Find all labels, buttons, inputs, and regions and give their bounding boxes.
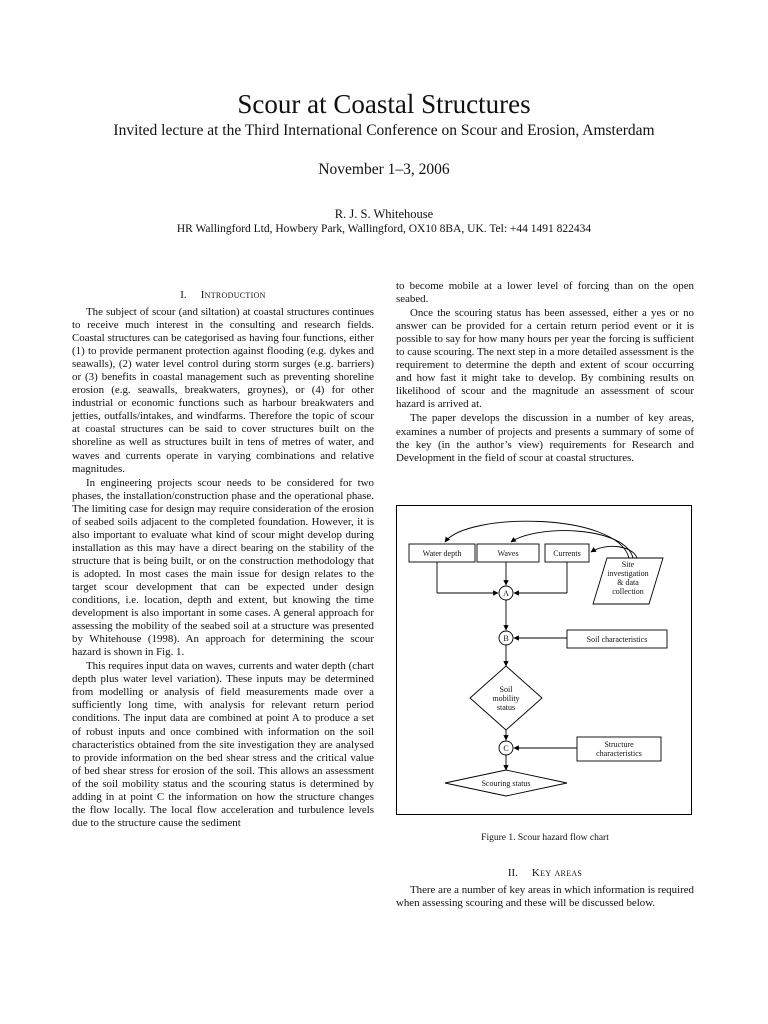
node-c-label: C — [503, 744, 509, 753]
conference-date: November 1–3, 2006 — [318, 161, 450, 178]
node-b-label: B — [503, 634, 509, 643]
soil-mobility-line: mobility — [492, 694, 520, 703]
paragraph: This requires input data on waves, currents and water depth (chart depth plus water level variation). These inputs may be determined from modelling or analysis of field measurements made over a sufficiently long time, with analysis for relevant return period conditions. The input data are combined at point A to produce a set of robust inputs and once combined with information on the soil characteristics obtained from the site investigation they are analysed to provide information on the bed shear stress and the critical value of bed shear stress for erosion of the soil. This allows an assessment of the soil mobility status and the scouring status is determined by adding in at point C the information on how the structure changes the flow locally. The local flow acceleration and turbulence levels due to the structure cause the sediment — [72, 660, 374, 829]
section-title-rest: ey areas — [540, 867, 583, 879]
paragraph: The subject of scour (and siltation) at coastal structures continues to receive much interest in the consulting and research fields. Coastal structures can be categorised as having four functions, either (1) to provide permanent protection against flooding (e.g. dykes and seawalls), (2) water level control during storm surges (e.g. barriers) or (3) benefits in coastal management such as preventing shoreline erosion (e.g. seawalls, breakwaters, groynes), or (4) for other industrial or economic functions such as harbour breakwaters and jetties, outfalls/intakes, and windfarms. Therefore the topic of scour at coastal structures can be said to cover structures built on the shoreline as well as structures built in tens of metres of water, and waves and currents operate in varying combinations and relative magnitudes. — [72, 306, 374, 475]
section-initial: K — [531, 867, 541, 879]
paragraph: There are a number of key areas in which information is required when assessing scouring and these will be discussed below. — [396, 884, 694, 910]
section-title-rest: ntroduction — [204, 289, 266, 301]
section-number: II. — [507, 867, 518, 879]
site-label-line: & data — [617, 578, 639, 587]
figure-caption: Figure 1. Scour hazard flow chart — [481, 833, 609, 843]
currents-label: Currents — [553, 549, 581, 558]
section-number: I. — [180, 289, 187, 301]
soil-characteristics-label: Soil characteristics — [586, 635, 648, 644]
right-column — [396, 280, 694, 465]
structure-label-line: characteristics — [596, 749, 642, 758]
paragraph: In engineering projects scour needs to be considered for two phases, the installation/construction phase and the operational phase. The limiting case for design may require consideration of the erosion of seabed soils adjacent to the completed foundation. However, it is also important to evaluate what kind of scour might develop during installation as this may have a direct bearing on the stability of the structure that is being built, or on the construction methodology that is adopted. In most cases the main issue for design relates to the target scour development that can be expected under design conditions, i.e. location, depth and extent, but knowing the time development is also important in some cases. A general approach for assessing the mobility of the seabed soil at a structure was presented by Whitehouse (1998). An approach for determining the scour hazard is shown in Fig. 1. — [72, 476, 374, 659]
water-depth-label: Water depth — [422, 549, 462, 558]
site-label-line: Site — [621, 560, 635, 569]
paragraph: to become mobile at a lower level of forcing than on the open seabed. — [396, 280, 694, 306]
node-a-label: A — [503, 589, 509, 598]
section-heading-key-areas — [396, 866, 694, 880]
figure-1-flowchart — [396, 505, 692, 815]
paper-subtitle: Invited lecture at the Third International Conference on Scour and Erosion, Amsterdam — [113, 122, 655, 139]
site-label-line: investigation — [607, 569, 649, 578]
waves-label: Waves — [497, 549, 519, 558]
structure-label-line: Structure — [604, 740, 634, 749]
author-name: R. J. S. Whitehouse — [334, 207, 434, 221]
paper-title: Scour at Coastal Structures — [237, 89, 531, 119]
site-label-line: collection — [612, 587, 644, 596]
soil-mobility-line: Soil — [499, 685, 513, 694]
section-initial: I — [200, 289, 205, 301]
author-affiliation: HR Wallingford Ltd, Howbery Park, Wallingford, OX10 8BA, UK. Tel: +44 1491 822434 — [176, 223, 592, 235]
section-2-body — [396, 884, 694, 910]
soil-mobility-line: status — [496, 703, 516, 712]
section-heading-introduction — [72, 288, 374, 302]
paragraph: Once the scouring status has been assessed, either a yes or no answer can be provided for a certain return period event or it is possible to say for how many hours per year the forcing is sufficient to cause scouring. The next step in a more detailed assessment is the requirement to determine the depth and extent of scour occurring and how fast it might take to develop. By combining results on likelihood of scour and the magnitude an assessment of scour hazard is arrived at. — [396, 307, 694, 411]
flowchart-svg — [397, 506, 693, 816]
paragraph: The paper develops the discussion in a number of key areas, examines a number of projects and presents a summary of some of the key (in the author’s view) requirements for Research and Development in the field of scour at coastal structures. — [396, 412, 694, 464]
left-column — [72, 288, 374, 830]
scouring-status-label: Scouring status — [481, 779, 531, 788]
